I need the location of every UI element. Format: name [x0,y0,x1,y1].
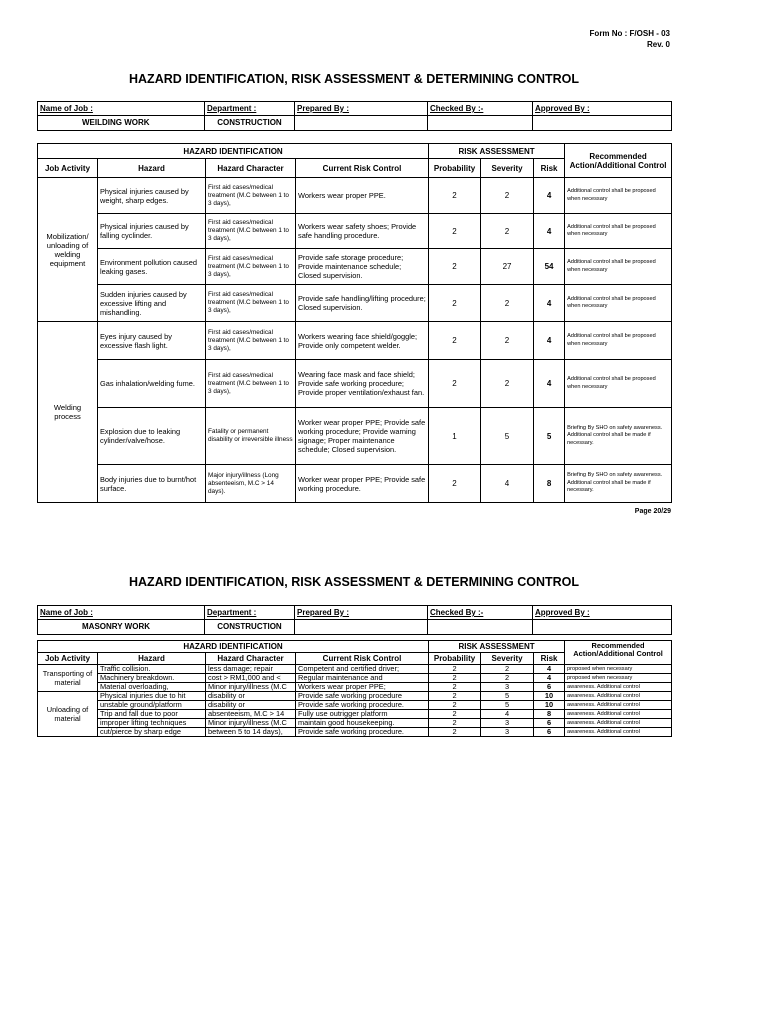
risk-header: Risk [534,653,565,665]
risk-cell: 5 [534,408,565,465]
severity-header: Severity [481,159,534,178]
severity-cell: 2 [481,178,534,214]
hazard-cell: improper lifting techniques [98,719,206,728]
severity-cell: 2 [481,360,534,408]
hazard-character-cell: Fatality or permanent disability or irreversible illness [206,408,296,465]
control-cell: Workers wear proper PPE; [296,683,429,692]
table-row [38,360,672,408]
job-activity-header: Job Activity [38,159,98,178]
control-cell: Regular maintenance and [296,674,429,683]
prepared-by-cell: Prepared By : [295,606,428,635]
probability-header: Probability [429,653,481,665]
hazard-character-cell: between 5 to 14 days), [206,728,296,737]
hazard-cell: Physical injuries caused by falling cyclinder. [98,214,206,249]
hazard-character-cell: disability or [206,701,296,710]
current-control-header: Current Risk Control [296,653,429,665]
table-row [38,249,672,285]
severity-cell: 4 [481,465,534,503]
hazard-character-cell: Minor injury/illness (M.C [206,683,296,692]
recommended-cell: Additional control shall be proposed when necessary [565,178,672,214]
risk-cell: 6 [534,683,565,692]
hazard-character-cell: Major injury/illness (Long absenteeism, M.C > 14 days). [206,465,296,503]
hazard-character-header: Hazard Character [206,159,296,178]
job-activity-cell: Unloading of material [38,692,98,737]
job-name: WEILDING WORK [82,118,150,127]
risk-cell: 8 [534,465,565,503]
department-value: CONSTRUCTION [217,118,282,127]
severity-cell: 27 [481,249,534,285]
table-row [38,665,672,674]
checked-by-cell: Checked By :- [428,102,533,131]
probability-cell: 1 [429,408,481,465]
department-cell: Department : CONSTRUCTION [205,606,295,635]
hazard-cell: unstable ground/platform [98,701,206,710]
table-row [38,719,672,728]
risk-cell: 4 [534,665,565,674]
table-row [38,285,672,322]
control-cell: Workers wear proper PPE. [296,178,429,214]
job-activity-cell: Welding process [38,322,98,503]
job-activity-cell: Mobilization/ unloading of welding equipment [38,178,98,322]
risk-cell: 4 [534,322,565,360]
risk-cell: 4 [534,674,565,683]
control-cell: Worker wear proper PPE; Provide safe working procedure. [296,465,429,503]
risk-cell: 6 [534,728,565,737]
risk-cell: 4 [534,360,565,408]
probability-cell: 2 [429,249,481,285]
recommended-cell: awareness. Additional control [565,728,672,737]
table-row [38,728,672,737]
control-cell: Worker wear proper PPE; Provide safe working procedure; Provide warning signage; Proper maintenance schedule; Closed supervision. [296,408,429,465]
job-activity-cell: Transporting of material [38,665,98,692]
hazard-character-cell: First aid cases/medical treatment (M.C between 1 to 3 days), [206,214,296,249]
probability-cell: 2 [429,692,481,701]
approved-by-cell: Approved By : [533,102,672,131]
recommended-cell: proposed when necessary [565,674,672,683]
table-row [38,322,672,360]
risk-cell: 4 [534,285,565,322]
severity-cell: 2 [481,322,534,360]
table-row [38,178,672,214]
recommended-cell: awareness. Additional control [565,683,672,692]
hazard-cell: Traffic collision. [98,665,206,674]
probability-cell: 2 [429,665,481,674]
approved-by-cell: Approved By : [533,606,672,635]
page-title-2: HAZARD IDENTIFICATION, RISK ASSESSMENT & DETERMINING CONTROL [129,575,579,589]
recommended-cell: awareness. Additional control [565,701,672,710]
probability-cell: 2 [429,465,481,503]
probability-header: Probability [429,159,481,178]
probability-cell: 2 [429,710,481,719]
risk-cell: 10 [534,692,565,701]
prepared-by-cell: Prepared By : [295,102,428,131]
recommended-cell: Additional control shall be proposed when necessary [565,285,672,322]
probability-cell: 2 [429,285,481,322]
control-cell: Workers wear safety shoes; Provide safe handling procedure. [296,214,429,249]
probability-cell: 2 [429,214,481,249]
probability-cell: 2 [429,728,481,737]
table-row [38,408,672,465]
hazard-cell: Physical injuries due to hit [98,692,206,701]
risk-cell: 8 [534,710,565,719]
table-row [38,692,672,701]
severity-cell: 4 [481,710,534,719]
control-cell: Wearing face mask and face shield; Provide safe working procedure; Provide proper ventilation/exhaust fan. [296,360,429,408]
recommended-cell: Briefing By SHO on safety awareness. Additional control shall be made if necessary. [565,465,672,503]
severity-cell: 5 [481,692,534,701]
severity-header: Severity [481,653,534,665]
hazard-character-cell: First aid cases/medical treatment (M.C between 1 to 3 days), [206,285,296,322]
risk-table-masonry [37,640,672,737]
hazard-character-cell: disability or [206,692,296,701]
risk-cell: 4 [534,214,565,249]
department-value: CONSTRUCTION [217,622,282,631]
recommended-cell: awareness. Additional control [565,710,672,719]
table-row [38,674,672,683]
probability-cell: 2 [429,178,481,214]
hazard-character-header: Hazard Character [206,653,296,665]
severity-cell: 3 [481,719,534,728]
control-cell: Workers wearing face shield/goggle; Provide only competent welder. [296,322,429,360]
probability-cell: 2 [429,683,481,692]
recommended-cell: Additional control shall be proposed when necessary [565,249,672,285]
hazard-cell: Body injuries due to burnt/hot surface. [98,465,206,503]
probability-cell: 2 [429,360,481,408]
job-header-table [37,101,672,131]
form-number: Form No : F/OSH - 03 [589,29,670,38]
risk-cell: 10 [534,701,565,710]
table-row [38,683,672,692]
control-cell: Fully use outrigger platform [296,710,429,719]
hazard-identification-header: HAZARD IDENTIFICATION [38,144,429,159]
recommended-cell: Additional control shall be proposed when necessary [565,322,672,360]
severity-cell: 3 [481,728,534,737]
probability-cell: 2 [429,674,481,683]
hazard-character-cell: absenteeism, M.C > 14 [206,710,296,719]
job-activity-header: Job Activity [38,653,98,665]
hazard-cell: Machinery breakdown. [98,674,206,683]
hazard-character-cell: less damage; repair [206,665,296,674]
control-cell: Provide safe working procedure [296,692,429,701]
severity-cell: 2 [481,665,534,674]
hazard-cell: Trip and fall due to poor [98,710,206,719]
hazard-cell: Gas inhalation/welding fume. [98,360,206,408]
severity-cell: 2 [481,674,534,683]
control-cell: Provide safe handling/lifting procedure; Closed supervision. [296,285,429,322]
hazard-character-cell: Minor injury/illness (M.C [206,719,296,728]
hazard-character-cell: cost > RM1,000 and < [206,674,296,683]
form-revision: Rev. 0 [647,40,670,49]
hazard-cell: Explosion due to leaking cylinder/valve/hose. [98,408,206,465]
control-cell: Provide safe working procedure. [296,728,429,737]
recommended-header: Recommended Action/Additional Control [565,144,672,178]
risk-table-welding [37,143,672,503]
control-cell: Competent and certified driver; [296,665,429,674]
recommended-cell: Briefing By SHO on safety awareness. Additional control shall be made if necessary. [565,408,672,465]
control-cell: Provide safe storage procedure; Provide maintenance schedule; Closed supervision. [296,249,429,285]
severity-cell: 2 [481,285,534,322]
hazard-cell: cut/pierce by sharp edge [98,728,206,737]
recommended-cell: proposed when necessary [565,665,672,674]
risk-cell: 54 [534,249,565,285]
hazard-character-cell: First aid cases/medical treatment (M.C between 1 to 3 days), [206,360,296,408]
hazard-cell: Sudden injuries caused by excessive lifting and mishandling. [98,285,206,322]
hazard-cell: Environment pollution caused leaking gases. [98,249,206,285]
recommended-cell: Additional control shall be proposed when necessary [565,214,672,249]
hazard-header: Hazard [98,159,206,178]
severity-cell: 5 [481,701,534,710]
probability-cell: 2 [429,322,481,360]
recommended-cell: Additional control shall be proposed when necessary [565,360,672,408]
risk-assessment-header: RISK ASSESSMENT [429,144,565,159]
hazard-character-cell: First aid cases/medical treatment (M.C between 1 to 3 days), [206,322,296,360]
recommended-cell: awareness. Additional control [565,692,672,701]
job-name-cell: Name of Job : WEILDING WORK [38,102,205,131]
control-cell: maintain good housekeeping. [296,719,429,728]
hazard-identification-header: HAZARD IDENTIFICATION [38,641,429,653]
page-title: HAZARD IDENTIFICATION, RISK ASSESSMENT & DETERMINING CONTROL [129,72,579,86]
severity-cell: 5 [481,408,534,465]
control-cell: Provide safe working procedure. [296,701,429,710]
current-control-header: Current Risk Control [296,159,429,178]
probability-cell: 2 [429,719,481,728]
table-row [38,710,672,719]
probability-cell: 2 [429,701,481,710]
hazard-character-cell: First aid cases/medical treatment (M.C between 1 to 3 days), [206,178,296,214]
severity-cell: 3 [481,683,534,692]
page-number: Page 20/29 [634,508,671,515]
recommended-cell: awareness. Additional control [565,719,672,728]
hazard-cell: Physical injuries caused by weight, sharp edges. [98,178,206,214]
risk-assessment-header: RISK ASSESSMENT [429,641,565,653]
table-row [38,214,672,249]
form-number-block [590,28,670,50]
job-header-table-2 [37,605,672,635]
hazard-cell: Eyes injury caused by excessive flash light. [98,322,206,360]
risk-cell: 4 [534,178,565,214]
hazard-cell: Material overloading, [98,683,206,692]
severity-cell: 2 [481,214,534,249]
table-row [38,701,672,710]
checked-by-cell: Checked By :- [428,606,533,635]
table-row [38,465,672,503]
job-name: MASONRY WORK [82,622,150,631]
hazard-character-cell: First aid cases/medical treatment (M.C between 1 to 3 days), [206,249,296,285]
hazard-header: Hazard [98,653,206,665]
department-cell: Department : CONSTRUCTION [205,102,295,131]
risk-cell: 6 [534,719,565,728]
recommended-header: Recommended Action/Additional Control [565,641,672,665]
risk-header: Risk [534,159,565,178]
job-name-cell: Name of Job : MASONRY WORK [38,606,205,635]
